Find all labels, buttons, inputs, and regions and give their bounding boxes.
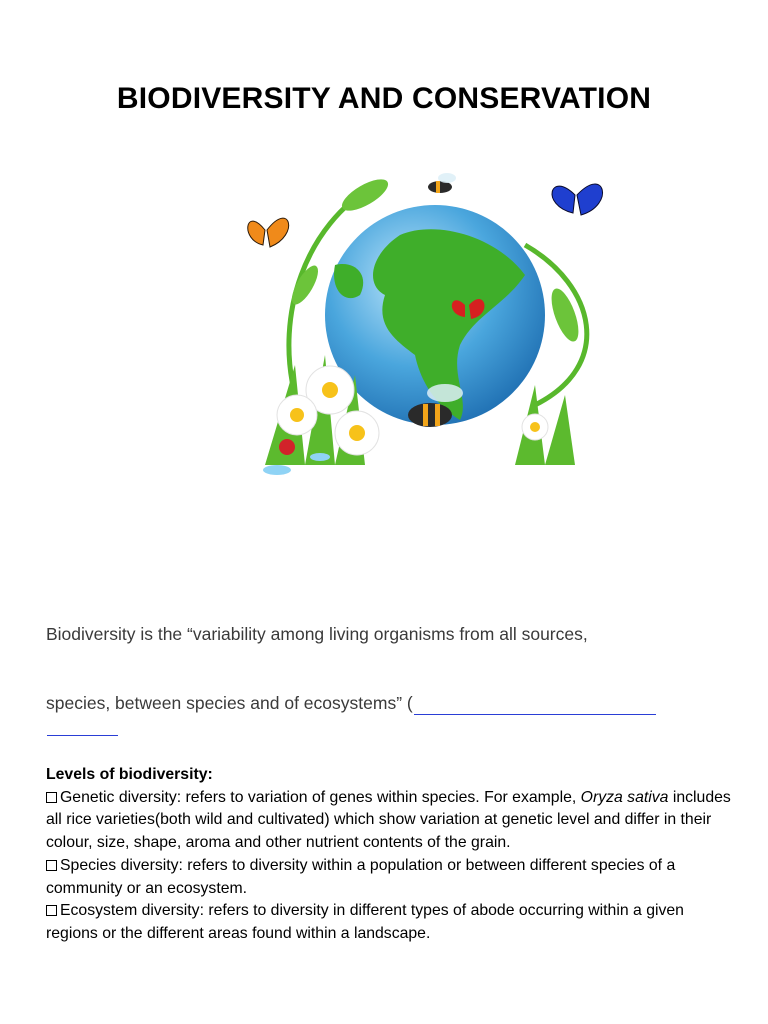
definition-line-1: Biodiversity is the “variability among living organisms from all sources, [46, 624, 588, 644]
page-title: BIODIVERSITY AND CONSERVATION [116, 82, 652, 115]
checkbox-bullet-icon [46, 792, 57, 803]
species-diversity-item [46, 855, 736, 900]
checkbox-bullet-icon [46, 860, 57, 871]
genetic-text-1: Genetic diversity: refers to variation of genes within species. For example, [60, 788, 581, 806]
checkbox-bullet-icon [46, 905, 57, 916]
definition-line-2-text: species, between species and of ecosystems” ( [46, 693, 413, 713]
fill-in-blank[interactable] [414, 694, 656, 715]
flying-bee [428, 173, 456, 193]
ladybug [279, 439, 295, 455]
definition-line-2 [46, 693, 656, 715]
genetic-diversity-item [46, 787, 736, 855]
ecosystem-text: Ecosystem diversity: refers to diversity in different types of abode occurring within a given regions or the different areas found within a landscape. [46, 902, 684, 942]
earth-biodiversity-illustration [235, 165, 635, 485]
orange-butterfly [248, 218, 289, 247]
species-name-italic: Oryza sativa [580, 788, 669, 806]
genetic-text-2: includes all rice varieties(both wild and cultivated) which show variation at genetic level and differ in their colour, size, shape, aroma and other nutrient contents of the grain. [46, 788, 731, 852]
species-text: Species diversity: refers to diversity within a population or between different species of a community or an ecosystem. [46, 856, 676, 897]
levels-section [46, 764, 736, 946]
fill-in-blank-continuation[interactable] [47, 735, 118, 736]
ecosystem-diversity-item [46, 900, 736, 945]
levels-heading: Levels of biodiversity: [46, 766, 213, 783]
blue-butterfly [552, 184, 603, 215]
